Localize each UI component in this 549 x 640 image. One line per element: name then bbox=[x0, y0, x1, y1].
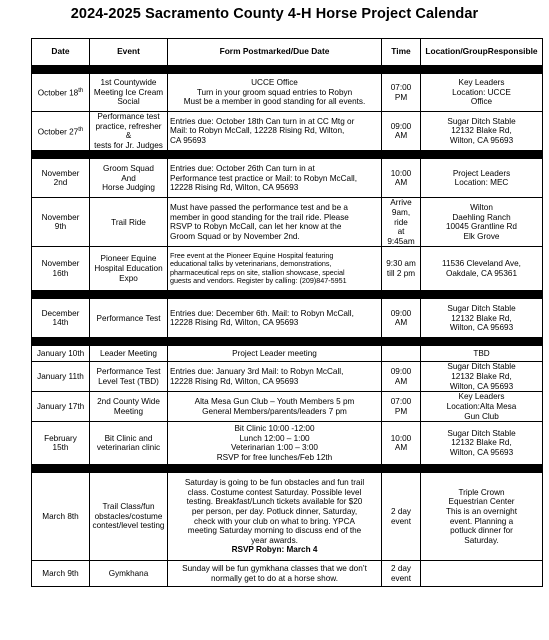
location-text: event. Planning a bbox=[449, 516, 514, 526]
form-text: testing. Breakfast/Lunch tickets available for $20 bbox=[186, 497, 363, 507]
form-cell bbox=[168, 422, 382, 465]
location-text: potluck dinner for bbox=[450, 526, 513, 536]
location-cell bbox=[421, 392, 543, 422]
separator-row bbox=[32, 465, 543, 473]
location-text: Sugar Ditch Stable bbox=[447, 362, 516, 372]
column-header-line: Location/Group bbox=[425, 46, 488, 57]
form-text: guests and vendors. Register by calling: (209)847-5951 bbox=[170, 276, 347, 286]
event-text: Gymkhana bbox=[108, 568, 149, 578]
event-text: Pioneer Equine bbox=[100, 254, 157, 264]
form-text: member in good standing for the trail ride. Please bbox=[170, 212, 349, 222]
table-row bbox=[32, 422, 543, 465]
form-text: class. Costume contest Saturday. Possible level bbox=[187, 487, 362, 497]
calendar-body bbox=[32, 66, 543, 587]
separator-row bbox=[32, 291, 543, 299]
date-text: 16th bbox=[52, 268, 69, 278]
location-text: Sugar Ditch Stable bbox=[447, 116, 516, 126]
table-row bbox=[32, 362, 543, 392]
event-text: Horse Judging bbox=[102, 183, 155, 193]
location-text: 12132 Blake Rd, bbox=[451, 372, 512, 382]
location-cell bbox=[421, 159, 543, 198]
event-cell bbox=[90, 159, 168, 198]
time-cell bbox=[382, 473, 421, 561]
date-text: 9th bbox=[54, 222, 67, 232]
table-row bbox=[32, 299, 543, 338]
table-row bbox=[32, 561, 543, 587]
header-row bbox=[32, 39, 543, 66]
date-cell bbox=[32, 247, 90, 291]
location-text: 11536 Cleveland Ave, bbox=[442, 259, 521, 269]
time-cell bbox=[382, 422, 421, 465]
location-text: Equestrian Center bbox=[448, 497, 515, 507]
time-cell bbox=[382, 159, 421, 198]
location-text: Office bbox=[470, 97, 493, 107]
time-cell bbox=[382, 362, 421, 392]
event-cell bbox=[90, 561, 168, 587]
location-text: 12132 Blake Rd, bbox=[451, 438, 512, 448]
form-text: check with your club on what to bring. YPCA bbox=[194, 516, 355, 526]
location-cell bbox=[421, 362, 543, 392]
time-text: 07:00 PM bbox=[390, 82, 412, 102]
event-text: Expo bbox=[119, 273, 138, 283]
form-text: Must have passed the performance test and be a bbox=[170, 203, 348, 213]
date-cell bbox=[32, 473, 90, 561]
form-cell bbox=[168, 561, 382, 587]
date-cell bbox=[32, 159, 90, 198]
location-text: Location:Alta Mesa bbox=[446, 401, 517, 411]
separator-cell bbox=[32, 338, 543, 346]
time-text: 2 day bbox=[390, 564, 412, 574]
date-text: January 17th bbox=[36, 401, 85, 411]
location-text: This is an overnight bbox=[446, 507, 517, 517]
date-text: January 10th bbox=[36, 349, 85, 359]
date-cell bbox=[32, 422, 90, 465]
event-text: tests for Jr. Judges bbox=[94, 140, 163, 150]
form-text: normally get to do at a horse show. bbox=[211, 573, 338, 583]
date-text: March 9th bbox=[42, 568, 79, 578]
event-cell bbox=[90, 299, 168, 338]
time-text: Arrive bbox=[390, 198, 412, 208]
form-cell bbox=[168, 346, 382, 362]
event-cell bbox=[90, 198, 168, 247]
location-text: Wilton bbox=[470, 203, 493, 213]
form-text: Alta Mesa Gun Club – Youth Members 5 pm bbox=[194, 397, 355, 407]
event-text: 1st Countywide bbox=[100, 78, 157, 88]
event-text: Trail Ride bbox=[111, 217, 146, 227]
location-cell bbox=[421, 112, 543, 151]
form-text: educational talks by veterinarians, demonstrations, bbox=[170, 259, 332, 269]
location-text: Location: UCCE bbox=[452, 87, 511, 97]
table-row bbox=[32, 247, 543, 291]
location-text: Daehling Ranch bbox=[452, 212, 511, 222]
time-text: 07:00 PM bbox=[390, 397, 412, 416]
form-cell bbox=[168, 198, 382, 247]
column-header: Event bbox=[90, 39, 168, 66]
time-cell bbox=[382, 198, 421, 247]
separator-cell bbox=[32, 151, 543, 159]
event-text: Hospital Education bbox=[94, 264, 163, 274]
separator-row bbox=[32, 338, 543, 346]
date-cell bbox=[32, 561, 90, 587]
date-text: November bbox=[41, 168, 80, 178]
form-cell bbox=[168, 362, 382, 392]
time-cell bbox=[382, 247, 421, 291]
location-text: Oakdale, CA 95361 bbox=[445, 268, 517, 278]
column-header: Time bbox=[382, 39, 421, 66]
time-cell bbox=[382, 112, 421, 151]
form-text: 12228 Rising Rd, Wilton, CA 95693 bbox=[170, 183, 299, 193]
date-text: November bbox=[41, 212, 80, 222]
form-text: General Members/parents/leaders 7 pm bbox=[202, 406, 347, 416]
event-cell bbox=[90, 422, 168, 465]
event-text: Leader Meeting bbox=[100, 349, 157, 359]
event-text: practice, refresher & bbox=[95, 121, 162, 141]
form-text: Performance test practice or Mail: to Robyn McCall, bbox=[170, 173, 358, 183]
date-ordinal: th bbox=[78, 87, 84, 94]
form-text: RSVP for free lunches/Feb 12th bbox=[216, 452, 333, 462]
form-rsvp: RSVP Robyn: March 4 bbox=[231, 545, 318, 555]
location-text: Project Leaders bbox=[452, 168, 511, 178]
form-text: meeting Saturday morning to discuss end of the bbox=[187, 526, 362, 536]
date-cell bbox=[32, 299, 90, 338]
form-cell bbox=[168, 299, 382, 338]
form-text: pharmaceutical reps on site, stallion showcase, special bbox=[170, 267, 345, 277]
event-text: Social bbox=[117, 97, 140, 107]
page-title: 2024-2025 Sacramento County 4-H Horse Project Calendar bbox=[70, 6, 479, 22]
location-text: Wilton, CA 95693 bbox=[449, 381, 514, 391]
date-text: January 11th bbox=[37, 372, 84, 382]
form-text: Entries due: January 3rd Mail: to Robyn McCall, bbox=[170, 367, 344, 377]
separator-row bbox=[32, 151, 543, 159]
date-cell bbox=[32, 362, 90, 392]
time-text: event bbox=[390, 516, 412, 526]
location-cell bbox=[421, 74, 543, 112]
location-text: Key Leaders bbox=[458, 78, 505, 88]
location-cell bbox=[421, 473, 543, 561]
form-text: Lunch 12:00 – 1:00 bbox=[239, 433, 310, 443]
event-text: Performance test bbox=[97, 112, 160, 121]
form-cell bbox=[168, 112, 382, 151]
event-text: 2nd County Wide bbox=[97, 397, 160, 407]
separator-cell bbox=[32, 465, 543, 473]
form-text: Free event at the Pioneer Equine Hospital featuring bbox=[170, 250, 334, 260]
event-text: Meeting Ice Cream bbox=[93, 87, 164, 97]
location-text: Elk Grove bbox=[463, 231, 500, 241]
location-cell bbox=[421, 346, 543, 362]
date-cell bbox=[32, 392, 90, 422]
event-text: Groom Squad bbox=[103, 163, 154, 173]
table-row bbox=[32, 198, 543, 247]
form-cell bbox=[168, 473, 382, 561]
date-text: October 27 bbox=[37, 127, 79, 137]
form-text: Entries due: October 18th Can turn in at CC Mtg or bbox=[170, 116, 355, 126]
location-text: Wilton, CA 95693 bbox=[449, 447, 514, 457]
form-text: year awards. bbox=[251, 535, 298, 545]
form-text: Groom Squad or by November 2nd. bbox=[170, 231, 300, 241]
form-cell bbox=[168, 74, 382, 112]
separator-row bbox=[32, 66, 543, 74]
location-text: Gun Club bbox=[464, 411, 499, 421]
column-header bbox=[421, 39, 543, 66]
event-text: obstacles/costume bbox=[94, 511, 163, 521]
location-text: 12132 Blake Rd, bbox=[451, 126, 512, 136]
form-text: 12228 Rising Rd, Wilton, CA 95693 bbox=[170, 318, 299, 328]
form-text: CA 95693 bbox=[170, 135, 206, 145]
form-text: Saturday is going to be fun obstacles and fun trail bbox=[184, 478, 365, 488]
separator-cell bbox=[32, 291, 543, 299]
location-text: Saturday. bbox=[464, 535, 499, 545]
time-text: 09:00 AM bbox=[390, 308, 412, 328]
calendar-table bbox=[31, 38, 543, 587]
time-text: at 9:45am bbox=[387, 227, 415, 246]
date-text: December bbox=[41, 308, 80, 318]
location-cell bbox=[421, 422, 543, 465]
time-text: 9am, ride bbox=[391, 207, 411, 227]
form-text: Entries due: December 6th. Mail: to Robyn McCall, bbox=[170, 308, 354, 318]
form-text: 12228 Rising Rd, Wilton, CA 95693 bbox=[170, 376, 299, 386]
event-text: veterinarian clinic bbox=[96, 443, 161, 453]
location-text: Key Leaders bbox=[458, 392, 505, 402]
table-row bbox=[32, 74, 543, 112]
date-text: October 18 bbox=[37, 88, 79, 98]
location-text: TBD bbox=[473, 349, 490, 359]
time-text: 9:30 am bbox=[386, 259, 416, 269]
location-text: 12132 Blake Rd, bbox=[451, 313, 512, 323]
time-text: 09:00 AM bbox=[390, 367, 412, 386]
location-cell bbox=[421, 247, 543, 291]
date-ordinal: th bbox=[78, 126, 84, 133]
date-cell bbox=[32, 74, 90, 112]
form-text: per person, per day. Potluck dinner, Saturday, bbox=[191, 507, 358, 517]
form-text: Bit Clinic 10:00 -12:00 bbox=[234, 423, 315, 433]
table-row bbox=[32, 159, 543, 198]
date-text: February bbox=[44, 433, 77, 443]
time-cell bbox=[382, 346, 421, 362]
column-header: Date bbox=[32, 39, 90, 66]
location-text: Sugar Ditch Stable bbox=[447, 303, 516, 313]
time-text: event bbox=[390, 573, 412, 583]
location-text: Wilton, CA 95693 bbox=[449, 323, 514, 333]
event-text: Performance Test bbox=[96, 367, 161, 377]
location-cell bbox=[421, 198, 543, 247]
event-text: Trail Class/fun bbox=[102, 502, 155, 512]
column-header: Form Postmarked/Due Date bbox=[168, 39, 382, 66]
date-cell bbox=[32, 112, 90, 151]
column-header-line: Responsible bbox=[487, 46, 538, 57]
table-row bbox=[32, 112, 543, 151]
time-text: 10:00 AM bbox=[390, 168, 412, 188]
event-text: Performance Test bbox=[96, 313, 161, 323]
event-cell bbox=[90, 362, 168, 392]
form-text: Turn in your groom squad entries to Robyn bbox=[196, 87, 353, 97]
form-text: Entries due: October 26th Can turn in at bbox=[170, 163, 315, 173]
location-text: Sugar Ditch Stable bbox=[447, 428, 516, 438]
event-cell bbox=[90, 473, 168, 561]
time-cell bbox=[382, 392, 421, 422]
form-cell bbox=[168, 159, 382, 198]
time-text: 10:00 AM bbox=[390, 433, 412, 453]
event-cell bbox=[90, 112, 168, 151]
location-text: Location: MEC bbox=[454, 178, 509, 188]
form-text: Mail: to Robyn McCall, 12228 Rising Rd, Wilton, bbox=[170, 126, 345, 136]
date-cell bbox=[32, 346, 90, 362]
form-cell bbox=[168, 392, 382, 422]
time-text: till 2 pm bbox=[386, 268, 416, 278]
event-cell bbox=[90, 346, 168, 362]
table-row bbox=[32, 392, 543, 422]
form-text: Must be a member in good standing for all events. bbox=[183, 97, 366, 107]
form-cell bbox=[168, 247, 382, 291]
location-text: 10045 Grantline Rd bbox=[445, 222, 517, 232]
date-text: March 8th bbox=[42, 511, 79, 521]
event-text: Level Test (TBD) bbox=[98, 376, 159, 386]
event-cell bbox=[90, 74, 168, 112]
form-text: Veterinarian 1:00 – 3:00 bbox=[231, 443, 318, 453]
location-text: Triple Crown bbox=[458, 487, 505, 497]
form-text: UCCE Office bbox=[251, 78, 298, 88]
form-text: Sunday will be fun gymkhana classes that we don’t bbox=[182, 564, 367, 574]
event-text: Meeting bbox=[113, 406, 144, 416]
form-text: Project Leader meeting bbox=[232, 349, 317, 359]
event-text: contest/level testing bbox=[92, 521, 165, 531]
time-cell bbox=[382, 561, 421, 587]
event-text: Bit Clinic and bbox=[104, 433, 153, 443]
event-text: And bbox=[121, 173, 136, 183]
form-text: RSVP to Robyn McCall, can let her know at the bbox=[170, 222, 342, 232]
table-row bbox=[32, 473, 543, 561]
separator-cell bbox=[32, 66, 543, 74]
date-text: 2nd bbox=[53, 178, 68, 188]
location-cell bbox=[421, 561, 543, 587]
date-cell bbox=[32, 198, 90, 247]
date-text: 15th bbox=[52, 443, 69, 453]
event-cell bbox=[90, 247, 168, 291]
location-text: Wilton, CA 95693 bbox=[449, 135, 514, 145]
table-row bbox=[32, 346, 543, 362]
time-text: 09:00 AM bbox=[390, 121, 412, 141]
time-text: 2 day bbox=[390, 507, 412, 517]
date-text: November bbox=[41, 259, 80, 269]
event-cell bbox=[90, 392, 168, 422]
time-cell bbox=[382, 299, 421, 338]
location-cell bbox=[421, 299, 543, 338]
date-text: 14th bbox=[52, 318, 69, 328]
time-cell bbox=[382, 74, 421, 112]
